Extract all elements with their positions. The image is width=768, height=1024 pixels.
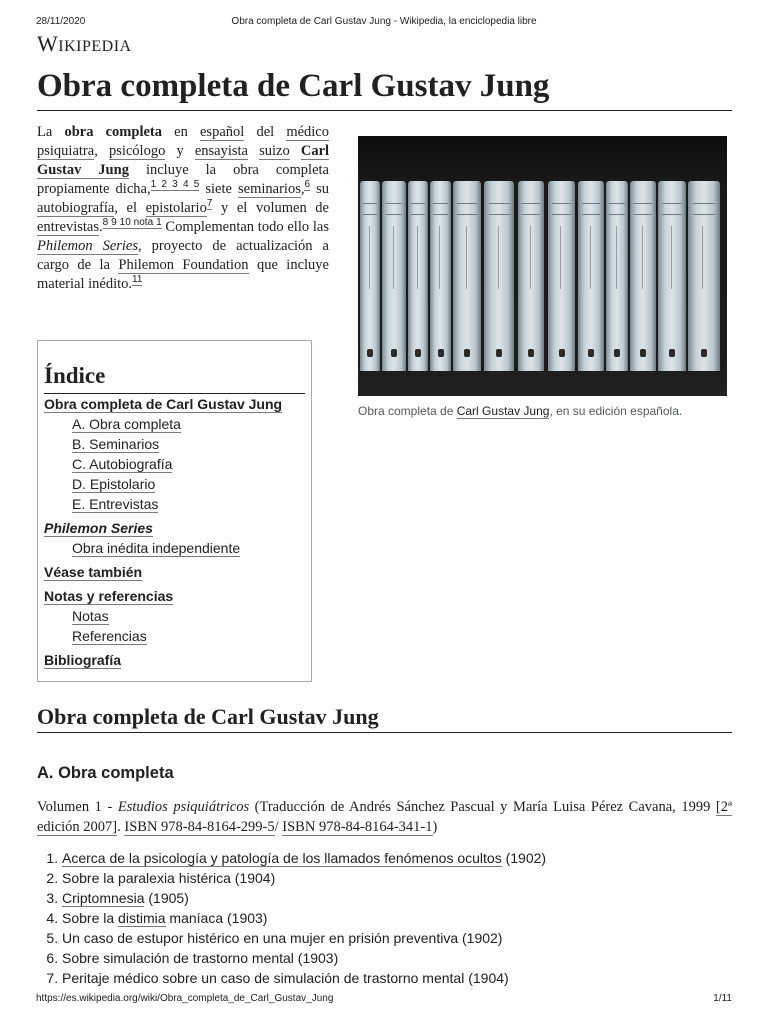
toc-item xyxy=(44,650,305,670)
wikipedia-wordmark[interactable] xyxy=(37,31,132,57)
link-epistolario[interactable]: epistolario xyxy=(145,200,207,216)
refs-8-nota[interactable]: 8 9 10 nota 1 xyxy=(102,217,162,229)
toc-list xyxy=(44,394,305,670)
book-spine xyxy=(408,181,428,371)
toc-link[interactable]: E. Entrevistas xyxy=(72,496,159,512)
toc-link[interactable]: C. Autobiografía xyxy=(72,456,173,472)
link-philemon-foundation[interactable]: Philemon Foundation xyxy=(118,257,249,273)
link-seminarios[interactable]: seminarios xyxy=(238,181,301,197)
toc-item xyxy=(44,474,305,494)
text: siete xyxy=(199,181,239,197)
work-text: (1902) xyxy=(501,850,547,866)
book-spine xyxy=(630,181,656,371)
figure-caption xyxy=(358,403,727,419)
text: (Traducción de Andrés Sánchez Pascual y María Luisa Pérez Cavana, 1999 xyxy=(249,799,716,815)
text: La xyxy=(37,124,65,140)
text: su xyxy=(310,181,329,197)
section-heading: Obra completa de Carl Gustav Jung xyxy=(37,704,732,733)
book-spine xyxy=(548,181,575,371)
volume-paragraph xyxy=(37,797,732,837)
isbn-link-2[interactable]: ISBN 978-84-8164-341-1 xyxy=(282,819,433,835)
print-footer xyxy=(36,993,732,1005)
work-text: (1905) xyxy=(144,890,189,906)
text: . xyxy=(117,819,125,835)
work-item xyxy=(62,968,546,988)
text: / xyxy=(274,819,283,835)
work-link[interactable]: Criptomnesia xyxy=(62,890,145,906)
figure xyxy=(358,136,727,419)
book-spine xyxy=(688,181,720,371)
text: del xyxy=(244,124,287,140)
works-list xyxy=(37,848,546,988)
bold-term: obra completa xyxy=(64,124,162,140)
ref-11[interactable]: 11 xyxy=(132,274,143,286)
text: ) xyxy=(432,819,438,835)
print-header xyxy=(36,16,732,30)
work-text: maníaca (1903) xyxy=(165,910,268,926)
text: Volumen 1 - xyxy=(37,799,118,815)
toc-item xyxy=(44,454,305,474)
work-item xyxy=(62,848,546,868)
isbn-link-1[interactable]: ISBN 978-84-8164-299-5 xyxy=(124,819,275,835)
table-of-contents xyxy=(37,340,312,682)
work-link[interactable]: distimia xyxy=(118,910,166,926)
book-spine xyxy=(453,181,481,371)
page-title: Obra completa de Carl Gustav Jung xyxy=(37,64,732,111)
toc-link[interactable]: Philemon Series xyxy=(44,520,153,536)
book-spine xyxy=(578,181,604,371)
link-carl-gustav-jung[interactable]: Carl Gustav Jung xyxy=(37,143,330,178)
work-item xyxy=(62,868,546,888)
link-entrevistas[interactable]: entrevistas xyxy=(37,219,100,235)
intro-paragraph xyxy=(37,123,329,294)
wordmark-rest: IKIPEDIA xyxy=(58,38,132,55)
work-item xyxy=(62,948,546,968)
text: Complementan todo ello las xyxy=(161,219,329,235)
work-item xyxy=(62,908,546,928)
book-spine xyxy=(484,181,514,371)
link-ensayista[interactable]: ensayista xyxy=(194,143,248,159)
ref-7[interactable]: 7 xyxy=(206,198,213,210)
toc-item xyxy=(44,394,305,414)
link-psicologo[interactable]: psicólogo xyxy=(108,143,166,159)
book-spine xyxy=(606,181,628,371)
toc-link[interactable]: Notas xyxy=(72,608,109,624)
book-spine xyxy=(658,181,686,371)
work-text: Sobre la xyxy=(62,910,119,926)
text: , en su edición española. xyxy=(549,404,683,418)
work-item xyxy=(62,888,546,908)
toc-item xyxy=(44,538,305,558)
text: , el xyxy=(114,200,146,216)
link-espanol[interactable]: español xyxy=(199,124,245,140)
toc-item xyxy=(44,494,305,514)
work-link[interactable]: Acerca de la psicología y patología de los llamados fenómenos ocultos xyxy=(62,850,502,866)
text: , xyxy=(94,143,109,159)
print-date: 28/11/2020 xyxy=(36,16,86,27)
toc-link[interactable]: Bibliografía xyxy=(44,652,122,668)
text: , proyecto de actualización a cargo de la xyxy=(37,238,329,273)
link-psiquiatra[interactable]: psiquiatra xyxy=(37,143,95,159)
link-autobiografia[interactable]: autobiografía xyxy=(37,200,115,216)
toc-link[interactable]: Referencias xyxy=(72,628,147,644)
book-spine xyxy=(360,181,380,371)
book-spine xyxy=(382,181,406,371)
toc-item xyxy=(44,606,305,626)
toc-link[interactable]: D. Epistolario xyxy=(72,476,156,492)
toc-item xyxy=(44,518,305,538)
text: , xyxy=(300,181,305,197)
toc-item xyxy=(44,562,305,582)
text: Obra completa de xyxy=(358,404,457,418)
text: . xyxy=(99,219,103,235)
print-page-number: 1/11 xyxy=(713,993,732,1004)
work-text: Sobre la paralexia histérica (1904) xyxy=(62,870,276,886)
book-spine xyxy=(518,181,544,371)
caption-link-jung[interactable]: Carl Gustav Jung xyxy=(456,404,550,418)
text: y el volumen de xyxy=(212,200,329,216)
work-item xyxy=(62,928,546,948)
toc-item xyxy=(44,434,305,454)
text: que incluye material inédito. xyxy=(37,257,329,292)
ref-6[interactable]: 6 xyxy=(304,179,311,191)
toc-link[interactable]: Véase también xyxy=(44,564,143,580)
toc-item xyxy=(44,414,305,434)
toc-link[interactable]: B. Seminarios xyxy=(72,436,160,452)
print-title: Obra completa de Carl Gustav Jung - Wikipedia, la enciclopedia libre xyxy=(231,16,537,27)
toc-item xyxy=(44,586,305,606)
toc-link[interactable]: A. Obra completa xyxy=(72,416,181,432)
wordmark-initial: W xyxy=(37,31,59,56)
link-suizo[interactable]: suizo xyxy=(259,143,290,159)
edition-link[interactable]: [2ª edición 2007] xyxy=(37,799,732,835)
book-spine xyxy=(430,181,451,371)
work-text: Peritaje médico sobre un caso de simulación de trastorno mental (1904) xyxy=(62,970,509,986)
text: y xyxy=(165,143,195,159)
volume-title: Estudios psiquiátricos xyxy=(117,799,250,815)
refs-1-5[interactable]: 1 2 3 4 5 xyxy=(150,179,200,191)
books-photo[interactable] xyxy=(358,136,727,396)
toc-heading: Índice xyxy=(44,361,305,394)
link-philemon-series[interactable]: Philemon Series xyxy=(37,238,139,254)
print-url: https://es.wikipedia.org/wiki/Obra_completa_de_Carl_Gustav_Jung xyxy=(36,993,334,1004)
toc-link[interactable]: Obra completa de Carl Gustav Jung xyxy=(44,396,283,412)
toc-link[interactable]: Obra inédita independiente xyxy=(72,540,241,556)
text: en xyxy=(161,124,200,140)
work-text: Sobre simulación de trastorno mental (1903) xyxy=(62,950,339,966)
link-medico[interactable]: médico xyxy=(286,124,329,140)
subsection-heading: A. Obra completa xyxy=(37,764,174,782)
toc-item xyxy=(44,626,305,646)
toc-link[interactable]: Notas y referencias xyxy=(44,588,174,604)
work-text: Un caso de estupor histérico en una mujer en prisión preventiva (1902) xyxy=(62,930,503,946)
text: incluye la obra completa propiamente dicha, xyxy=(37,162,329,197)
